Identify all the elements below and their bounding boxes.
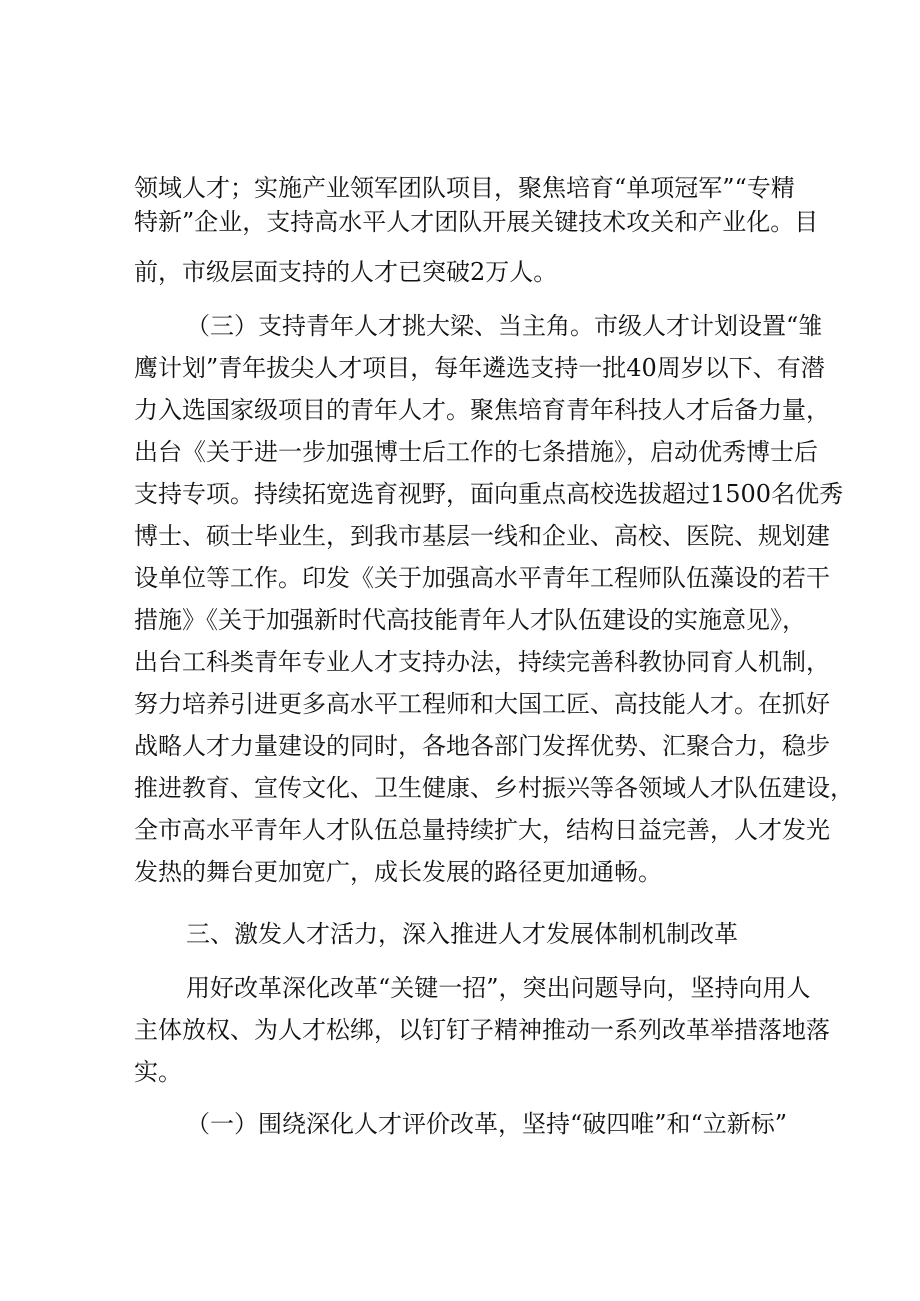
text-line: 出台工科类青年专业人才支持办法，持续完善科教协同育人机制，	[134, 648, 830, 676]
text-line: 战略人才力量建设的同时，各地各部门发挥优势、汇聚合力，稳步	[134, 732, 830, 760]
text-line: 鹰计划”青年拔尖人才项目，每年遴选支持一批40周岁以下、有潜	[134, 354, 825, 382]
text-line: 力入选国家级项目的青年人才。聚焦培育青年科技人才后备力量，	[134, 396, 830, 424]
text-line: 博士、硕士毕业生，到我市基层一线和企业、高校、医院、规划建	[134, 522, 830, 550]
text-line: 用好改革深化改革“关键一招”，突出问题导向，坚持向用人	[186, 974, 811, 1002]
section-heading-text: 三、激发人才活力，深入推进人才发展体制机制改革	[186, 920, 738, 948]
text-line: （三）支持青年人才挑大梁、当主角。市级人才计划设置“雏	[186, 312, 823, 340]
text-line: （一）围绕深化人才评价改革，坚持“破四唯”和“立新标”	[186, 1110, 788, 1138]
text-line: 支持专项。持续拓宽选育视野，面向重点高校选拔超过1500名优秀	[134, 480, 844, 508]
text-line: 努力培养引进更多高水平工程师和大国工匠、高技能人才。在抓好	[134, 690, 830, 718]
text-line: 发热的舞台更加宽广，成长发展的路径更加通畅。	[134, 858, 662, 886]
text-line: 措施》《关于加强新时代高技能青年人才队伍建设的实施意见》，	[134, 606, 806, 634]
text-line: 特新”企业，支持高水平人才团队开展关键技术攻关和产业化。目	[134, 208, 819, 236]
text-line: 全市高水平青年人才队伍总量持续扩大，结构日益完善，人才发光	[134, 816, 830, 844]
text-line: 出台《关于进一步加强博士后工作的七条措施》，启动优秀博士后	[134, 438, 818, 466]
text-line: 前，市级层面支持的人才已突破2万人。	[134, 258, 558, 286]
text-line: 设单位等工作。印发《关于加强高水平青年工程师队伍藻设的若干	[134, 564, 830, 592]
text-line: 实。	[134, 1058, 182, 1086]
text-line: 主体放权、为人才松绑，以钉钉子精神推动一系列改革举措落地落	[134, 1016, 830, 1044]
text-line: 领域人才；实施产业领军团队项目，聚焦培育“单项冠军”“专精	[134, 174, 795, 202]
text-line: 推进教育、宣传文化、卫生健康、乡村振兴等各领域人才队伍建设，	[134, 774, 854, 802]
